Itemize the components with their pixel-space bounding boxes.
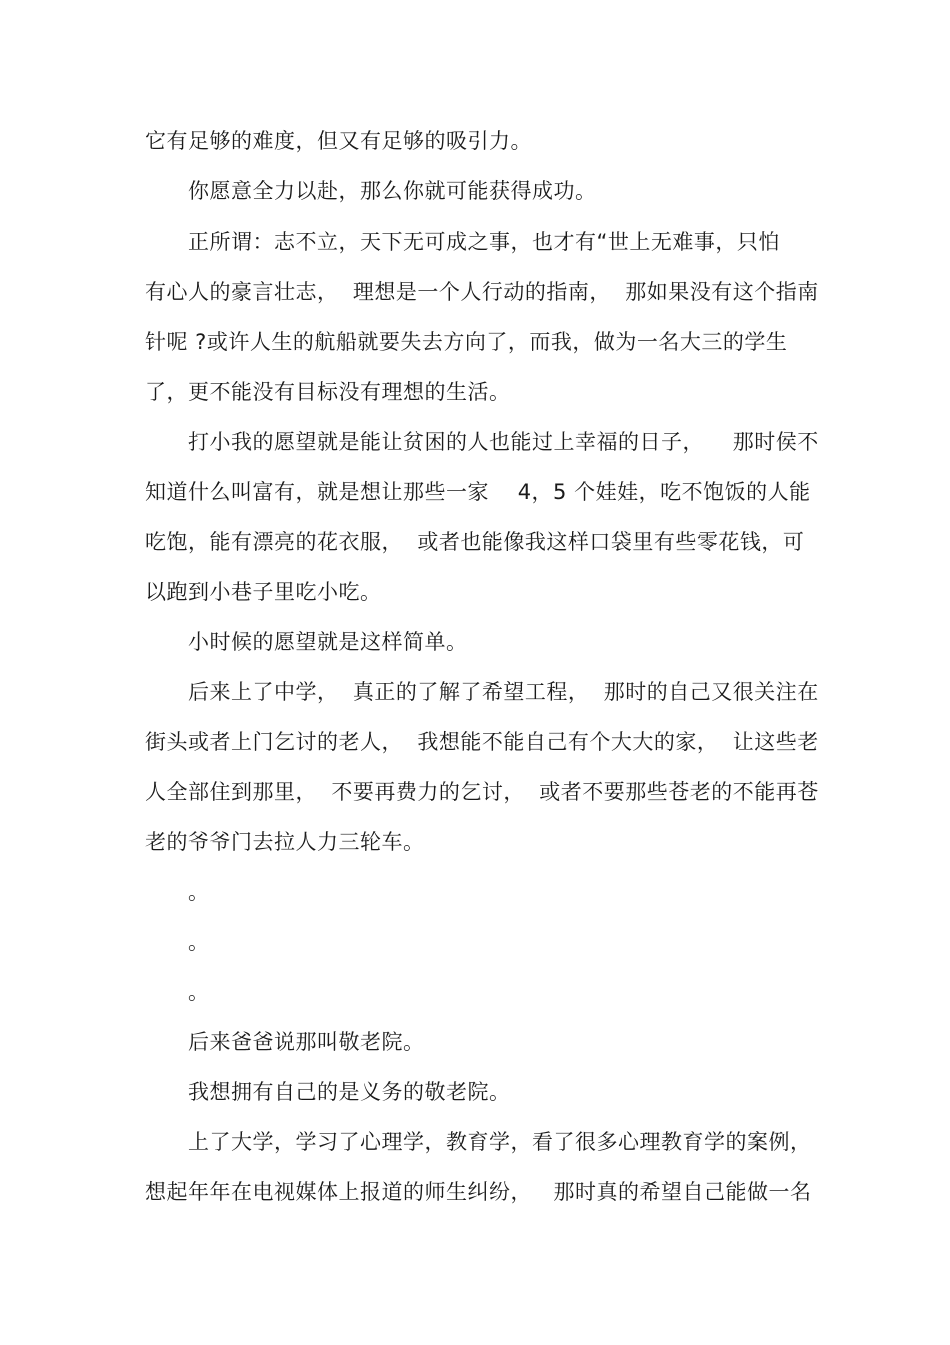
text-line: 小时候的愿望就是这样简单。 <box>188 630 468 654</box>
text-line: 了，更不能没有目标没有理想的生活。 <box>145 380 511 404</box>
text-line: 吃饱，能有漂亮的花衣服， 或者也能像我这样口袋里有些零花钱，可 <box>145 530 805 554</box>
ellipsis-line: 。 <box>188 980 210 1004</box>
text-line: 打小我的愿望就是能让贫困的人也能过上幸福的日子， 那时侯不 <box>188 430 819 454</box>
text-line: 我想拥有自己的是义务的敬老院。 <box>188 1080 511 1104</box>
text-line: 知道什么叫富有，就是想让那些一家 4，5 个娃娃，吃不饱饭的人能 <box>145 480 811 504</box>
text-line: 后来爸爸说那叫敬老院。 <box>188 1030 425 1054</box>
text-line: 针呢 ?或许人生的航船就要失去方向了，而我，做为一名大三的学生 <box>145 330 788 354</box>
text-line: 想起年年在电视媒体上报道的师生纠纷， 那时真的希望自己能做一名 <box>145 1180 812 1204</box>
text-line: 有心人的豪言壮志， 理想是一个人行动的指南， 那如果没有这个指南 <box>145 280 819 304</box>
text-line: 你愿意全力以赴，那么你就可能获得成功。 <box>188 179 597 203</box>
ellipsis-line: 。 <box>188 930 210 954</box>
text-line: 老的爷爷门去拉人力三轮车。 <box>145 830 425 854</box>
text-line: 后来上了中学， 真正的了解了希望工程， 那时的自己又很关注在 <box>188 680 819 704</box>
text-line: 它有足够的难度，但又有足够的吸引力。 <box>145 129 532 153</box>
text-line: 上了大学，学习了心理学，教育学，看了很多心理教育学的案例， <box>188 1130 812 1154</box>
text-line: 人全部住到那里， 不要再费力的乞讨， 或者不要那些苍老的不能再苍 <box>145 780 819 804</box>
text-line: 以跑到小巷子里吃小吃。 <box>145 580 382 604</box>
text-line: 街头或者上门乞讨的老人， 我想能不能自己有个大大的家， 让这些老 <box>145 730 819 754</box>
ellipsis-line: 。 <box>188 880 210 904</box>
text-line: 正所谓：志不立，天下无可成之事，也才有“世上无难事，只怕 <box>188 230 780 254</box>
